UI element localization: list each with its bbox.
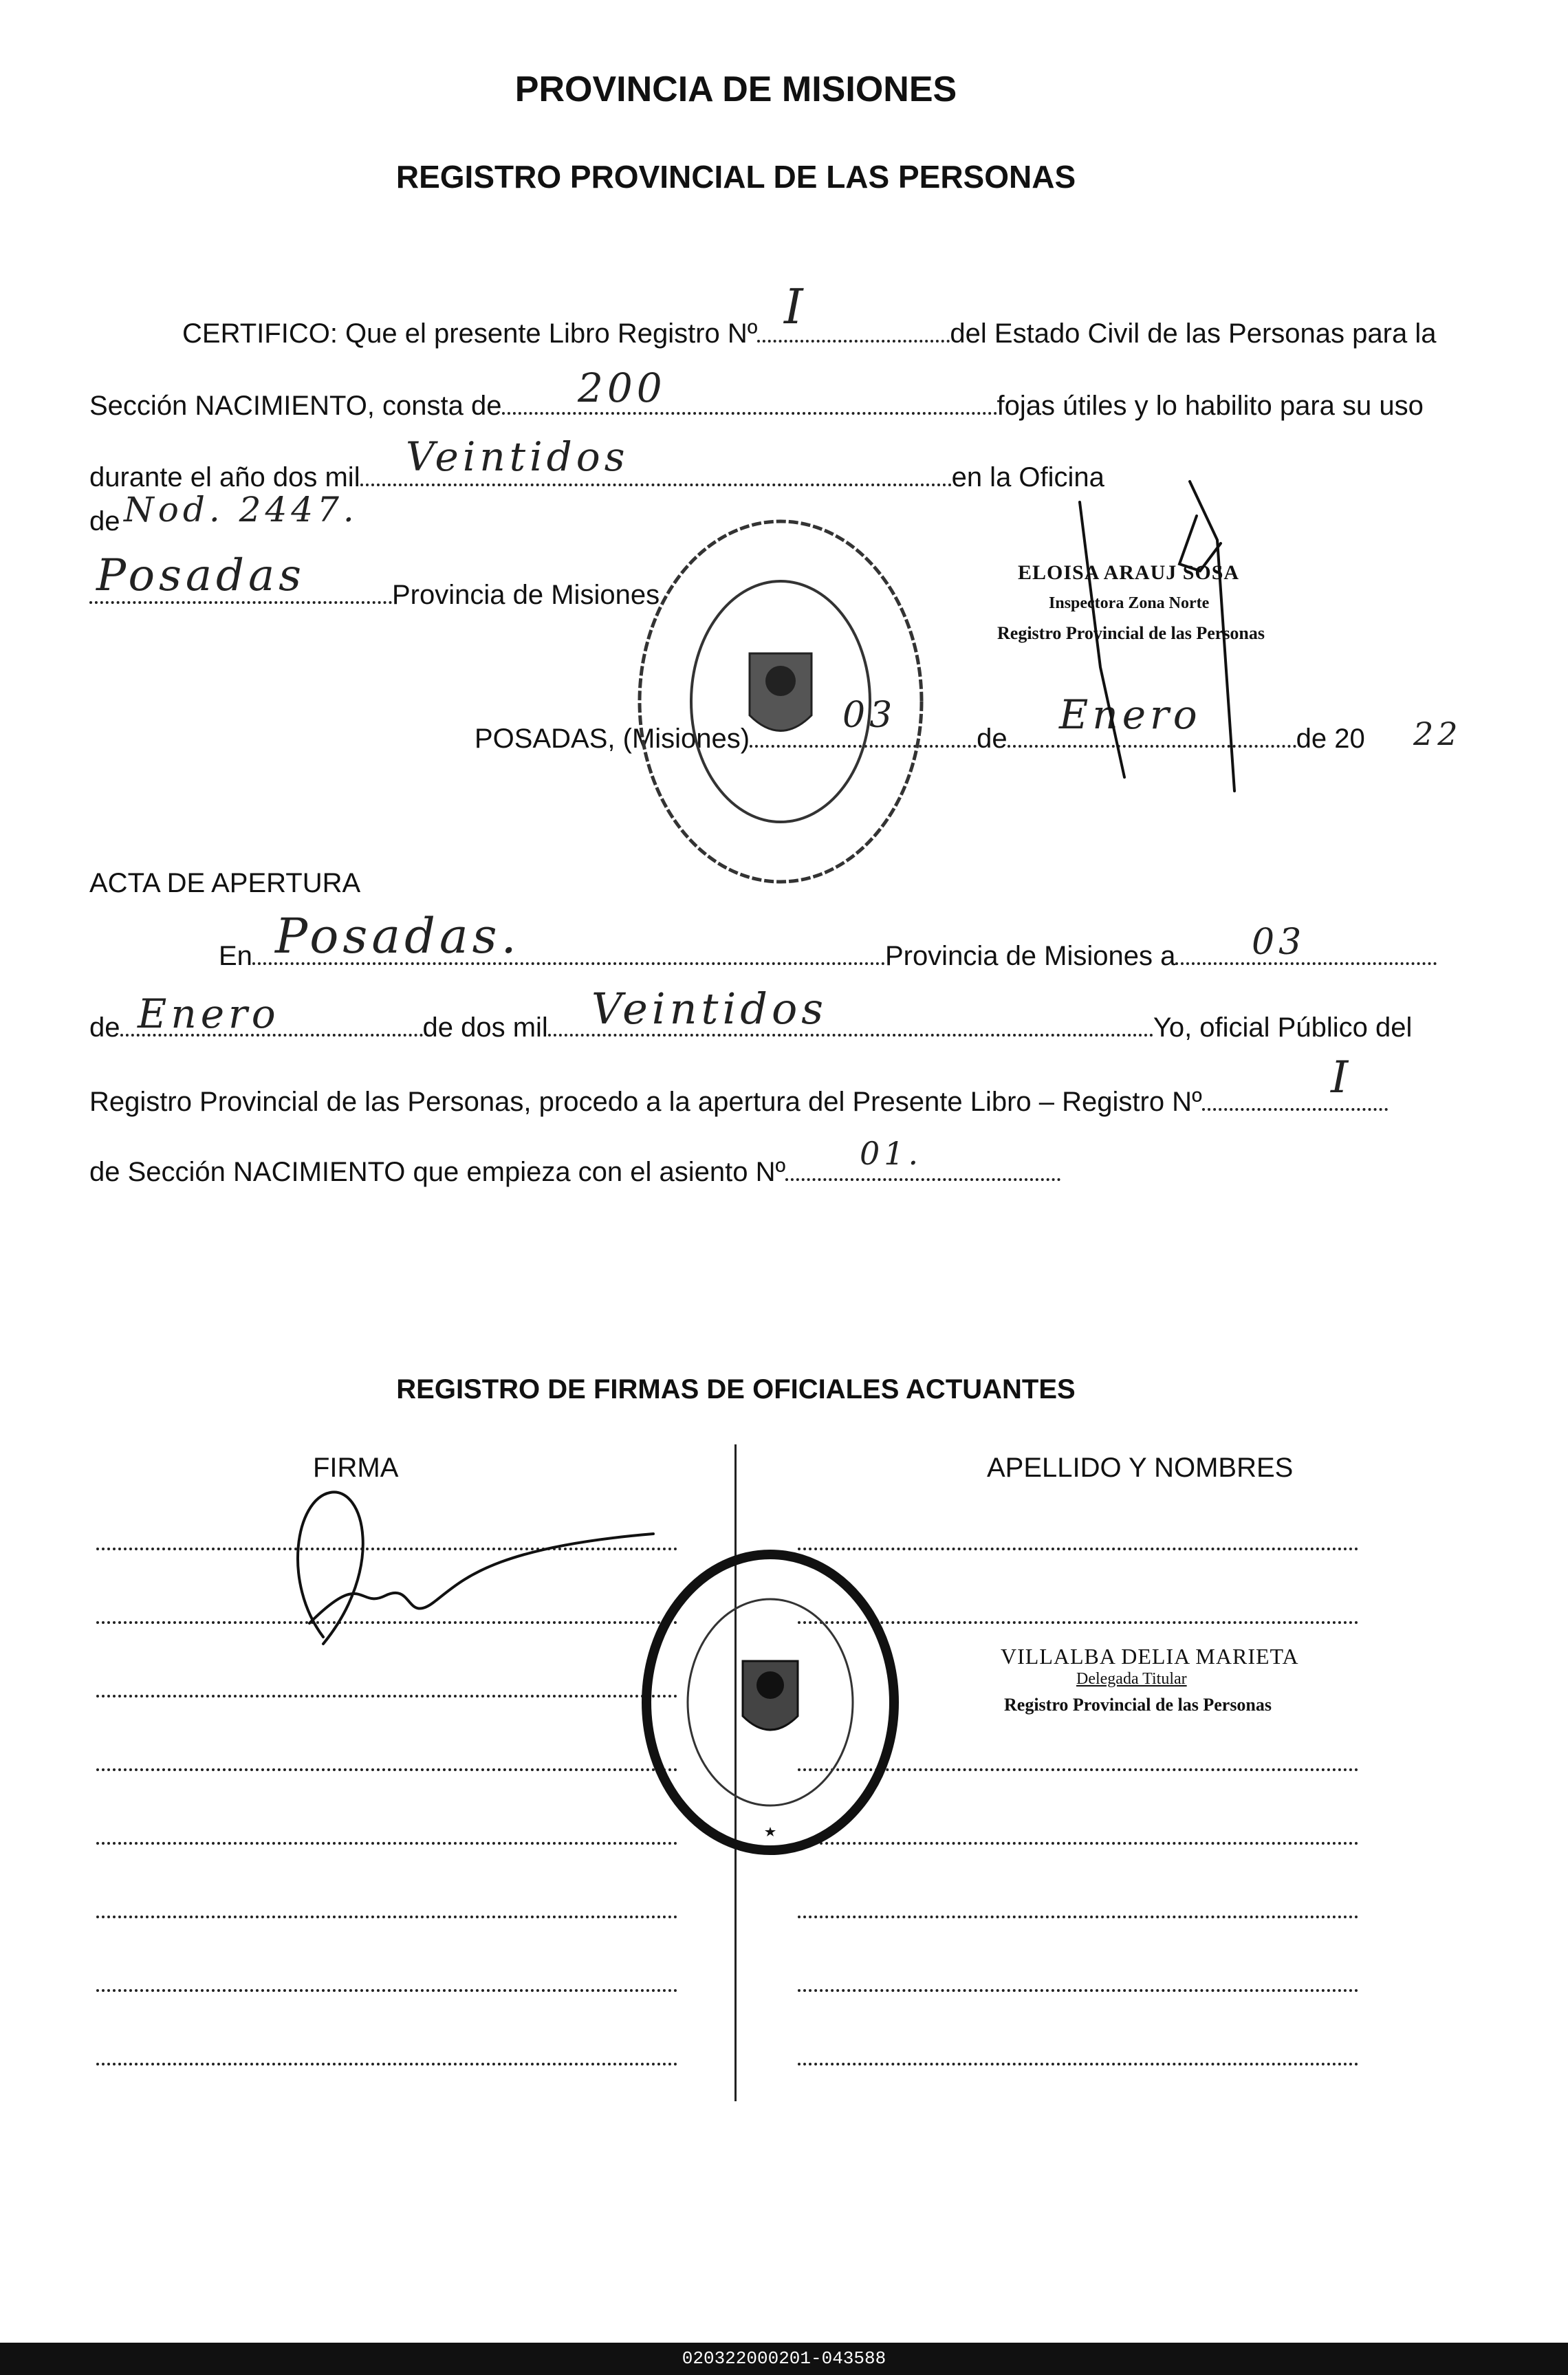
cert-line-2-end: fojas útiles y lo habilito para su uso [997, 391, 1424, 421]
acta-heading: ACTA DE APERTURA [89, 868, 361, 898]
province-title: PROVINCIA DE MISIONES [514, 69, 957, 109]
cert-line-3-start: durante el año dos mil [89, 462, 360, 492]
names-line [798, 1916, 1358, 1918]
officer-institution: Registro Provincial de las Personas [1004, 1695, 1272, 1715]
firma-line [96, 2063, 677, 2065]
officer-name: VILLALBA DELIA MARIETA [1001, 1644, 1299, 1669]
cert-line-1-end: del Estado Civil de las Personas para la [950, 318, 1437, 349]
coat-of-arms-icon [750, 653, 812, 731]
cert-line-4 [89, 506, 120, 537]
hand-acta-book-number: I [1331, 1052, 1353, 1103]
cert-line-2 [89, 391, 1424, 422]
acta-line-2-end: Yo, oficial Público del [1153, 1012, 1413, 1043]
cert-line-5-end: Provincia de Misiones [392, 580, 660, 610]
hand-office-city: Posadas [96, 550, 305, 601]
hand-book-number: I [784, 279, 807, 335]
cert-date-end: de 20 [1296, 724, 1365, 754]
hand-date-day: 03 [842, 695, 897, 736]
hand-office-code: Nod. 2447. [124, 490, 358, 530]
acta-line-2-mid: de dos mil [422, 1012, 548, 1043]
hand-year-words: Veintidos [406, 433, 629, 480]
hand-date-month: Enero [1059, 691, 1201, 738]
stamp-top-institution: Registro Provincial de las Personas [997, 623, 1265, 643]
hand-pages: 200 [578, 365, 666, 411]
hand-acta-month: Enero [138, 990, 280, 1037]
cert-line-2-start: Sección NACIMIENTO, consta de [89, 391, 502, 421]
column-firma-label: FIRMA [313, 1453, 399, 1483]
acta-line-1-mid: Provincia de Misiones a [884, 941, 1176, 971]
acta-line-3-text: Registro Provincial de las Personas, procedo a la apertura del Presente Libro – Registro Nº [89, 1087, 1202, 1117]
provincial-seal-top [626, 509, 935, 894]
column-names-label: APELLIDO Y NOMBRES [987, 1453, 1294, 1483]
acta-line-3 [89, 1087, 1388, 1118]
firma-line [96, 1695, 677, 1698]
acta-line-4-text: de Sección NACIMIENTO que empieza con el asiento Nº [89, 1157, 786, 1187]
delegation-seal [633, 1544, 908, 1861]
inspector-signature [1059, 475, 1279, 832]
names-line [798, 2063, 1358, 2065]
hand-acta-city: Posadas. [275, 908, 521, 964]
cert-line-4-start: de [89, 506, 120, 536]
firma-line [96, 1768, 677, 1771]
stamp-top-name: ELOISA ARAUJ SOSA [1018, 561, 1240, 584]
officer-role: Delegada Titular [1076, 1670, 1187, 1688]
coat-of-arms-icon [743, 1661, 798, 1730]
hand-acta-year-words: Veintidos [591, 984, 828, 1034]
officer-signature [282, 1486, 667, 1664]
acta-line-2-start: de [89, 1012, 120, 1043]
cert-date-mid: de [977, 724, 1008, 754]
firma-line [96, 1916, 677, 1918]
hand-acta-entry: 01. [860, 1135, 923, 1172]
registry-title: REGISTRO PROVINCIAL DE LAS PERSONAS [395, 159, 1076, 195]
signatures-heading: REGISTRO DE FIRMAS DE OFICIALES ACTUANTES [396, 1374, 1076, 1405]
cert-date-start: POSADAS, (Misiones) [475, 724, 750, 754]
firma-line [96, 1989, 677, 1992]
acta-line-1-start: En [219, 941, 252, 971]
cert-line-1-start: CERTIFICO: Que el presente Libro Registro Nº [182, 318, 758, 349]
document-code: 020322000201-043588 [0, 2343, 1568, 2375]
hand-acta-day: 03 [1252, 922, 1306, 963]
cert-line-3-end: en la Oficina [951, 462, 1104, 492]
star-icon [765, 1827, 776, 1836]
stamp-top-role: Inspectora Zona Norte [1049, 594, 1210, 612]
names-line [798, 1989, 1358, 1992]
hand-date-year: 22 [1413, 715, 1462, 752]
firma-line [96, 1842, 677, 1845]
cert-line-1 [182, 318, 1436, 349]
